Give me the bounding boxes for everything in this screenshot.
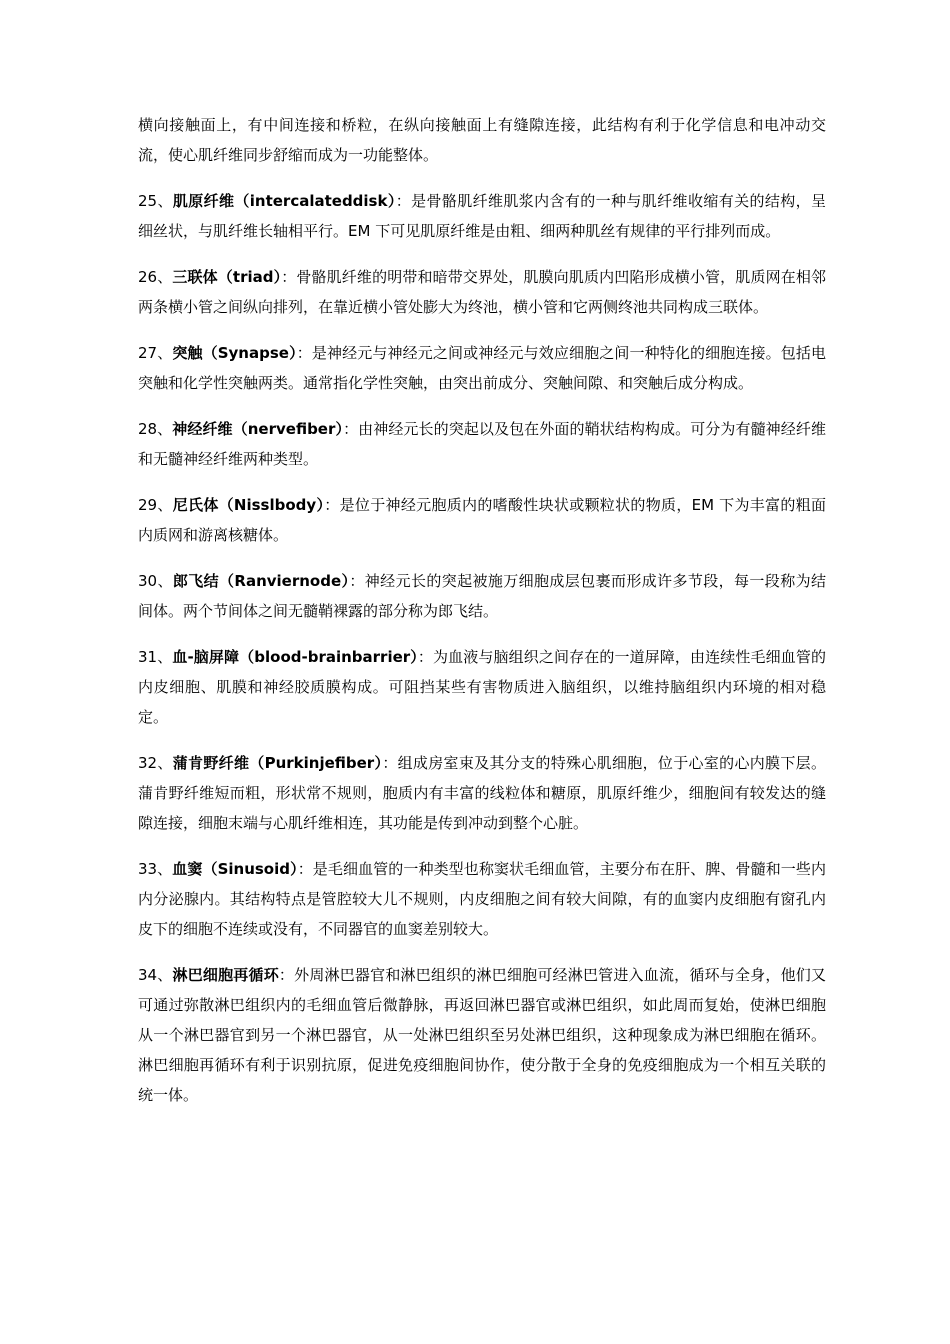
entry-term: 淋巴细胞再循环 — [172, 966, 279, 984]
entry-term: 尼氏体（Nisslbody） — [172, 496, 325, 514]
entry-26 — [138, 262, 826, 322]
entry-term: 突触（Synapse） — [172, 344, 297, 362]
entry-separator: ： — [395, 192, 412, 210]
entry-definition: 神经元长的突起被施万细胞成层包裹而形成许多节段，每一段称为结间体。两个节间体之间无髓鞘裸露的部分称为郎飞结。 — [138, 572, 826, 620]
entry-definition: 外周淋巴器官和淋巴组织的淋巴细胞可经淋巴管进入血流，循环与全身，他们又可通过弥散淋巴组织内的毛细血管后微静脉，再返回淋巴器官或淋巴组织，如此周而复始，使淋巴细胞从一个淋巴器官到另一个淋巴器官，从一处淋巴组织至另处淋巴组织，这种现象成为淋巴细胞在循环。淋巴细胞再循环有利于识别抗原，促进免疫细胞间协作，使分散于全身的免疫细胞成为一个相互关联的统一体。 — [138, 966, 826, 1104]
entry-number: 32、 — [138, 754, 173, 772]
entry-definition: 骨骼肌纤维的明带和暗带交界处，肌膜向肌质内凹陷形成横小管，肌质网在相邻两条横小管之间纵向排列，在靠近横小管处膨大为终池，横小管和它两侧终池共同构成三联体。 — [138, 268, 826, 316]
entry-28 — [138, 414, 826, 474]
entry-number: 30、 — [138, 572, 173, 590]
entry-31 — [138, 642, 826, 732]
entry-term: 血窦（Sinusoid） — [172, 860, 298, 878]
entry-33 — [138, 854, 826, 944]
entry-25 — [138, 186, 826, 246]
entry-definition: 是神经元与神经元之间或神经元与效应细胞之间一种特化的细胞连接。包括电突触和化学性突触两类。通常指化学性突触，由突出前成分、突触间隙、和突触后成分构成。 — [138, 344, 826, 392]
entry-term: 蒲肯野纤维（Purkinjefiber） — [172, 754, 383, 772]
entry-definition: 是位于神经元胞质内的嗜酸性块状或颗粒状的物质，EM 下为丰富的粗面内质网和游离核糖体。 — [138, 496, 826, 544]
entry-27 — [138, 338, 826, 398]
entry-separator: ： — [417, 648, 434, 666]
entry-separator: ： — [343, 420, 359, 438]
entry-separator: ： — [278, 966, 295, 984]
entry-term: 肌原纤维（intercalateddisk） — [172, 192, 396, 210]
entry-definition: 是骨骼肌纤维肌浆内含有的一种与肌纤维收缩有关的结构，呈细丝状，与肌纤维长轴相平行。EM 下可见肌原纤维是由粗、细两种肌丝有规律的平行排列而成。 — [138, 192, 826, 240]
entry-definition: 组成房室束及其分支的特殊心肌细胞，位于心室的心内膜下层。蒲肯野纤维短而粗，形状常不规则，胞质内有丰富的线粒体和糖原，肌原纤维少，细胞间有较发达的缝隙连接，细胞末端与心肌纤维相连，其功能是传到冲动到整个心脏。 — [138, 754, 826, 832]
entry-number: 29、 — [138, 496, 173, 514]
entry-number: 25、 — [138, 192, 173, 210]
entry-32 — [138, 748, 826, 838]
entry-number: 33、 — [138, 860, 173, 878]
entry-29 — [138, 490, 826, 550]
entry-definition: 是毛细血管的一种类型也称窦状毛细血管，主要分布在肝、脾、骨髓和一些内内分泌腺内。其结构特点是管腔较大儿不规则，内皮细胞之间有较大间隙，有的血窦内皮细胞有窗孔内皮下的细胞不连续或没有，不同器官的血窦差别较大。 — [138, 860, 826, 938]
entry-30 — [138, 566, 826, 626]
entry-number: 31、 — [138, 648, 173, 666]
entry-number: 27、 — [138, 344, 173, 362]
continuation-paragraph: 横向接触面上，有中间连接和桥粒，在纵向接触面上有缝隙连接，此结构有利于化学信息和电冲动交流，使心肌纤维同步舒缩而成为一功能整体。 — [138, 116, 826, 164]
entry-term: 血-脑屏障（blood-brainbarrier） — [172, 648, 418, 666]
entry-separator: ： — [297, 860, 313, 878]
entry-definition: 为血液与脑组织之间存在的一道屏障，由连续性毛细血管的内皮细胞、肌膜和神经胶质膜构成。可阻挡某些有害物质进入脑组织，以维持脑组织内环境的相对稳定。 — [138, 648, 826, 726]
entry-number: 26、 — [138, 268, 173, 286]
entry-term: 郎飞结（Ranviernode） — [172, 572, 350, 590]
entry-term: 神经纤维（nervefiber） — [172, 420, 344, 438]
entry-separator: ： — [296, 344, 312, 362]
entry-separator: ： — [349, 572, 365, 590]
entry-term: 三联体（triad） — [172, 268, 282, 286]
document-page — [138, 110, 826, 1126]
entry-number: 34、 — [138, 966, 173, 984]
entry-separator: ： — [324, 496, 340, 514]
entry-separator: ： — [281, 268, 297, 286]
entry-number: 28、 — [138, 420, 173, 438]
entry-definition: 由神经元长的突起以及包在外面的鞘状结构构成。可分为有髓神经纤维和无髓神经纤维两种类型。 — [138, 420, 826, 468]
entry-34 — [138, 960, 826, 1110]
entry-separator: ： — [382, 754, 398, 772]
